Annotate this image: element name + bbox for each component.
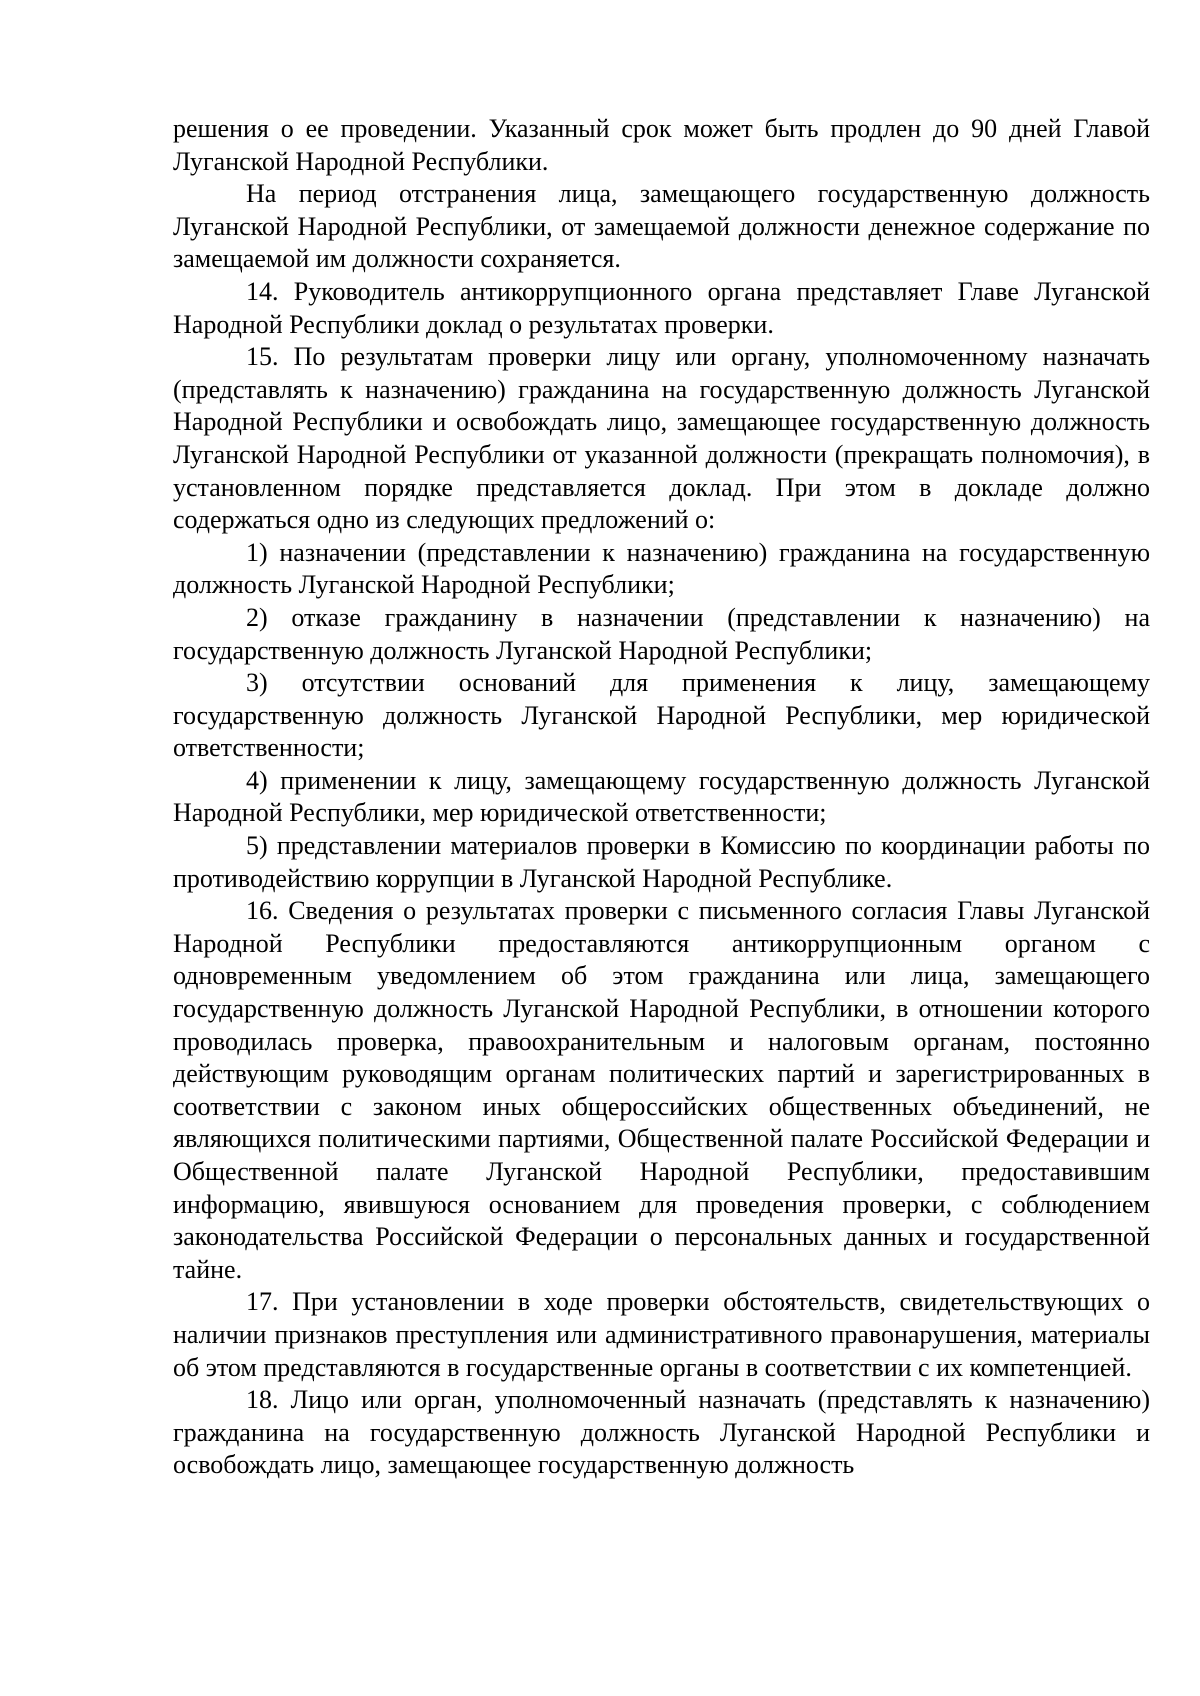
paragraph-salary-retention: На период отстранения лица, замещающего государственную должность Луганской Народной Республики, от замещаемой должности денежное содержание по замещаемой им должности сохраняется. [173,179,1150,274]
list-item-4: 4) применении к лицу, замещающему государственную должность Луганской Народной Республики, мер юридической ответственности; [173,765,1150,828]
paragraph-item-14: 14. Руководитель антикоррупционного органа представляет Главе Луганской Народной Республики доклад о результатах проверки. [173,276,1150,339]
list-item-2: 2) отказе гражданину в назначении (представлении к назначению) на государственную должность Луганской Народной Республики; [173,602,1150,665]
list-item-5: 5) представлении материалов проверки в Комиссию по координации работы по противодействию коррупции в Луганской Народной Республике. [173,831,1150,893]
paragraph-item-17: 17. При установлении в ходе проверки обстоятельств, свидетельствующих о наличии признаков преступления или административного правонарушения, материалы об этом представляются в государственные органы в соответствии с их компетенцией. [173,1287,1150,1382]
paragraph-continuation: решения о ее проведении. Указанный срок может быть продлен до 90 дней Главой Луганской Народной Республики. [173,114,1150,176]
paragraph-item-16: 16. Сведения о результатах проверки с письменного согласия Главы Луганской Народной Республики предоставляются антикоррупционным органом с одновременным уведомлением об этом гражданина или лица, замещающего государственную должность Луганской Народной Республики, в отношении которого проводилась проверка, правоохранительным и налоговым органам, постоянно действующим руководящим органам политических партий и зарегистрированных в соответствии с законом иных общероссийских общественных объединений, не являющихся политическими партиями, Общественной палате Российской Федерации и Общественной палате Луганской Народной Республики, предоставившим информацию, явившуюся основанием для проведения проверки, с соблюдением законодательства Российской Федерации о персональных данных и государственной тайне. [173,896,1150,1284]
document-page [173,113,1150,1482]
paragraph-item-18: 18. Лицо или орган, уполномоченный назначать (представлять к назначению) гражданина на государственную должность Луганской Народной Республики и освобождать лицо, замещающее государственную должность [173,1385,1150,1480]
list-item-3: 3) отсутствии оснований для применения к лицу, замещающему государственную должность Луганской Народной Республики, мер юридической ответственности; [173,668,1150,763]
paragraph-item-15: 15. По результатам проверки лицу или органу, уполномоченному назначать (представлять к назначению) гражданина на государственную должность Луганской Народной Республики и освобождать лицо, замещающее государственную должность Луганской Народной Республики от указанной должности (прекращать полномочия), в установленном порядке представляется доклад. При этом в докладе должно содержаться одно из следующих предложений о: [173,342,1150,535]
list-item-1: 1) назначении (представлении к назначению) гражданина на государственную должность Луганской Народной Республики; [173,537,1150,600]
